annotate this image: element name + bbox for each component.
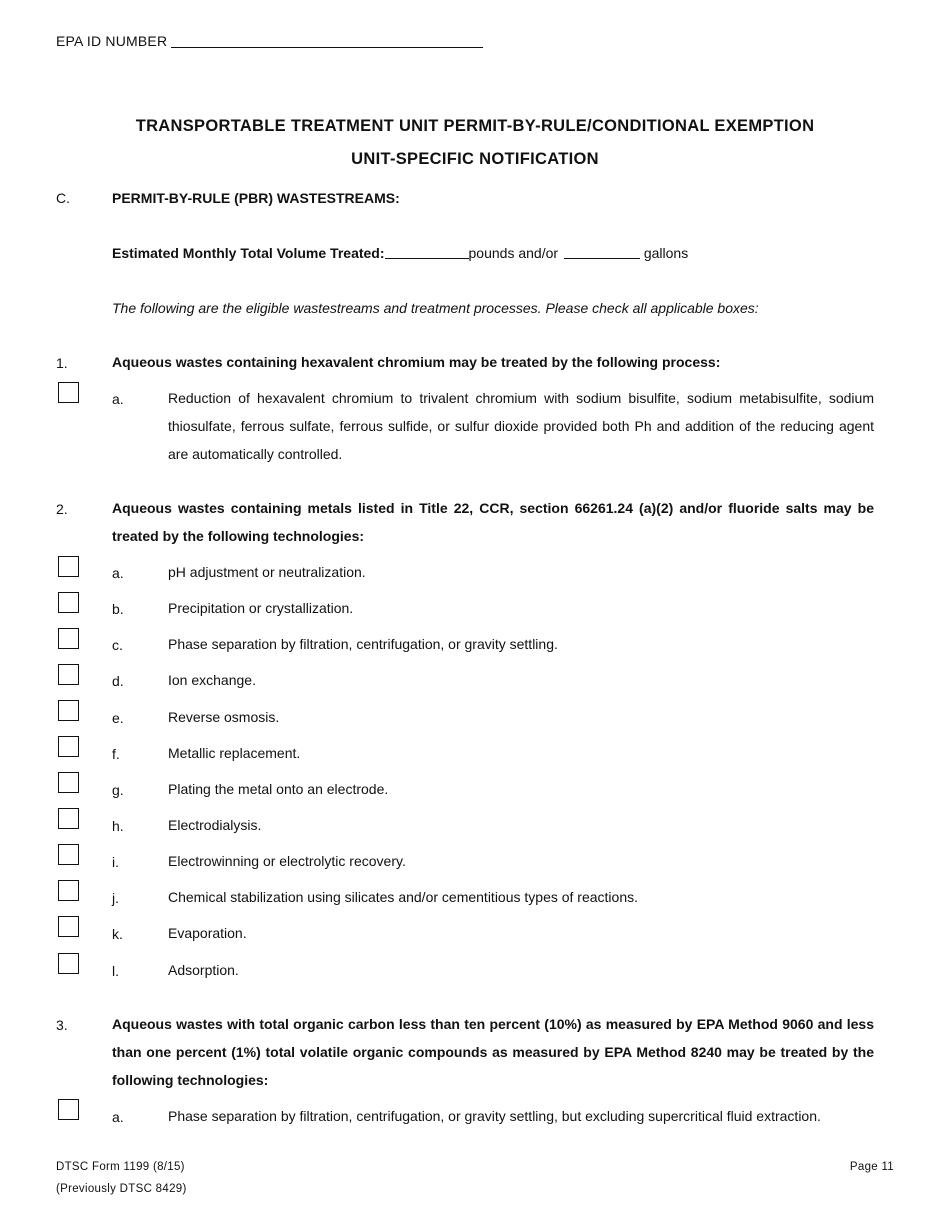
checkbox-2g[interactable] — [58, 772, 79, 793]
instructions: The following are the eligible wastestreams and treatment processes. Please check all applicable boxes: — [112, 300, 759, 316]
checkbox-2l[interactable] — [58, 953, 79, 974]
item-letter: c. — [112, 637, 123, 653]
item-letter: j. — [112, 890, 119, 906]
checkbox-2d[interactable] — [58, 664, 79, 685]
item-letter: a. — [112, 565, 124, 581]
epa-id-field — [56, 33, 483, 49]
item-text: Phase separation by filtration, centrifugation, or gravity settling. — [168, 636, 558, 652]
footer-previous-form: (Previously DTSC 8429) — [56, 1183, 187, 1195]
item-letter: g. — [112, 782, 124, 798]
item-letter: d. — [112, 673, 124, 689]
item-text: Metallic replacement. — [168, 745, 301, 761]
pounds-input[interactable] — [385, 246, 469, 259]
item-text: Reduction of hexavalent chromium to trivalent chromium with sodium bisulfite, sodium metabisulfite, sodium thiosulfate, ferrous sulfate, ferrous sulfide, or sulfur dioxide provided both Ph and addition of the reducing agent are automatically controlled. — [168, 390, 874, 462]
volume-label: Estimated Monthly Total Volume Treated: — [112, 245, 385, 261]
checkbox-2f[interactable] — [58, 736, 79, 757]
checkbox-2b[interactable] — [58, 592, 79, 613]
group-heading: Aqueous wastes containing metals listed in Title 22, CCR, section 66261.24 (a)(2) and/or fluoride salts may be treated by the following technologies: — [112, 500, 874, 544]
checkbox-2a[interactable] — [58, 556, 79, 577]
form-title-line-2: UNIT-SPECIFIC NOTIFICATION — [351, 150, 599, 168]
item-text: Phase separation by filtration, centrifugation, or gravity settling, but excluding supercritical fluid extraction. — [168, 1108, 821, 1124]
item-letter: a. — [112, 1109, 124, 1125]
checkbox-2k[interactable] — [58, 916, 79, 937]
item-text: Plating the metal onto an electrode. — [168, 781, 389, 797]
group-number: 3. — [56, 1017, 68, 1033]
checkbox-3a[interactable] — [58, 1099, 79, 1120]
item-text: Adsorption. — [168, 962, 239, 978]
item-letter: b. — [112, 601, 124, 617]
item-letter: f. — [112, 746, 120, 762]
item-text: pH adjustment or neutralization. — [168, 564, 366, 580]
group-number: 1. — [56, 355, 68, 371]
item-text: Chemical stabilization using silicates and/or cementitious types of reactions. — [168, 889, 639, 905]
group-number: 2. — [56, 501, 68, 517]
item-text: Electrodialysis. — [168, 817, 262, 833]
item-text: Electrowinning or electrolytic recovery. — [168, 853, 406, 869]
item-letter: h. — [112, 818, 124, 834]
item-text: Evaporation. — [168, 925, 247, 941]
item-letter: k. — [112, 926, 123, 942]
section-letter: C. — [56, 190, 70, 206]
item-letter: a. — [112, 391, 124, 407]
footer-page-number: Page 11 — [849, 1161, 894, 1173]
pounds-label: pounds and/or — [468, 245, 559, 261]
item-text: Reverse osmosis. — [168, 709, 280, 725]
item-text: Ion exchange. — [168, 672, 256, 688]
checkbox-2e[interactable] — [58, 700, 79, 721]
item-letter: e. — [112, 710, 124, 726]
item-text: Precipitation or crystallization. — [168, 600, 354, 616]
epa-id-label: EPA ID NUMBER — [56, 33, 168, 49]
checkbox-2j[interactable] — [58, 880, 79, 901]
checkbox-2i[interactable] — [58, 844, 79, 865]
group-heading: Aqueous wastes with total organic carbon less than ten percent (10%) as measured by EPA Method 9060 and less than one percent (1%) total volatile organic compounds as measured by EPA Method 8240 may be treated by the following technologies: — [112, 1016, 874, 1088]
section-heading: PERMIT-BY-RULE (PBR) WASTESTREAMS: — [112, 190, 400, 206]
item-letter: i. — [112, 854, 119, 870]
footer-form-number: DTSC Form 1199 (8/15) — [56, 1161, 185, 1173]
checkbox-2c[interactable] — [58, 628, 79, 649]
gallons-input[interactable] — [564, 246, 640, 259]
item-letter: l. — [112, 963, 119, 979]
volume-row — [112, 245, 688, 261]
checkbox-1a[interactable] — [58, 382, 79, 403]
gallons-label: gallons — [643, 245, 689, 261]
form-title-line-1: TRANSPORTABLE TREATMENT UNIT PERMIT-BY-RULE/CONDITIONAL EXEMPTION — [135, 117, 815, 135]
checkbox-2h[interactable] — [58, 808, 79, 829]
group-heading: Aqueous wastes containing hexavalent chromium may be treated by the following process: — [112, 354, 721, 370]
epa-id-input[interactable] — [171, 33, 483, 48]
